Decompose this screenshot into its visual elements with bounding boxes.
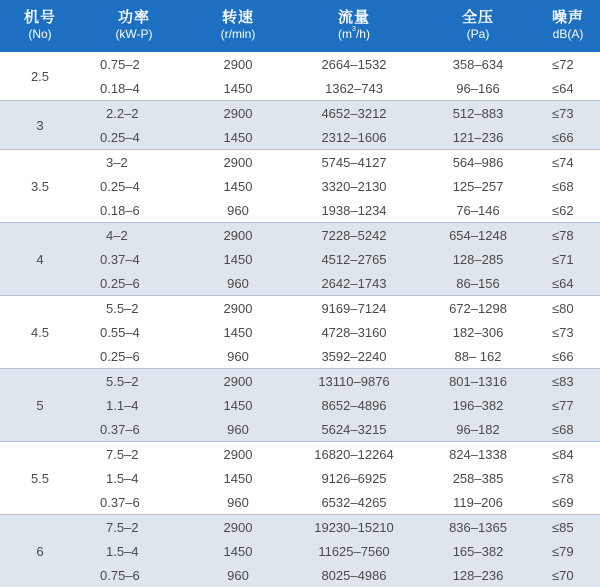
table-row bbox=[0, 515, 600, 540]
power-cell: 3–2 bbox=[80, 150, 188, 175]
power-cell: 0.25–6 bbox=[80, 271, 188, 296]
pressure-cell: 128–285 bbox=[420, 247, 536, 271]
model-cell: 4.5 bbox=[0, 296, 80, 369]
speed-cell: 1450 bbox=[188, 466, 288, 490]
table-row bbox=[0, 344, 600, 369]
pressure-cell: 96–182 bbox=[420, 417, 536, 442]
speed-cell: 2900 bbox=[188, 223, 288, 248]
pressure-cell: 672–1298 bbox=[420, 296, 536, 321]
speed-cell: 2900 bbox=[188, 101, 288, 126]
noise-cell: ≤66 bbox=[536, 125, 600, 150]
header-pressure-zh: 全压 bbox=[420, 9, 536, 26]
header-model bbox=[0, 0, 80, 52]
table-row bbox=[0, 198, 600, 223]
header-model-en: (No) bbox=[0, 26, 80, 43]
pressure-cell: 654–1248 bbox=[420, 223, 536, 248]
speed-cell: 2900 bbox=[188, 52, 288, 76]
model-cell: 4 bbox=[0, 223, 80, 296]
table-row bbox=[0, 247, 600, 271]
speed-cell: 960 bbox=[188, 271, 288, 296]
noise-cell: ≤77 bbox=[536, 393, 600, 417]
flow-cell: 3592–2240 bbox=[288, 344, 420, 369]
speed-cell: 1450 bbox=[188, 320, 288, 344]
pressure-cell: 512–883 bbox=[420, 101, 536, 126]
flow-cell: 11625–7560 bbox=[288, 539, 420, 563]
pressure-cell: 824–1338 bbox=[420, 442, 536, 467]
model-cell: 3 bbox=[0, 101, 80, 150]
flow-cell: 16820–12264 bbox=[288, 442, 420, 467]
noise-cell: ≤70 bbox=[536, 563, 600, 587]
power-cell: 0.75–6 bbox=[80, 563, 188, 587]
pressure-cell: 86–156 bbox=[420, 271, 536, 296]
noise-cell: ≤73 bbox=[536, 101, 600, 126]
flow-cell: 5745–4127 bbox=[288, 150, 420, 175]
speed-cell: 960 bbox=[188, 563, 288, 587]
speed-cell: 1450 bbox=[188, 247, 288, 271]
pressure-cell: 96–166 bbox=[420, 76, 536, 101]
noise-cell: ≤64 bbox=[536, 76, 600, 101]
speed-cell: 1450 bbox=[188, 174, 288, 198]
noise-cell: ≤66 bbox=[536, 344, 600, 369]
table-row bbox=[0, 442, 600, 467]
power-cell: 4–2 bbox=[80, 223, 188, 248]
speed-cell: 2900 bbox=[188, 296, 288, 321]
speed-cell: 1450 bbox=[188, 125, 288, 150]
power-cell: 0.18–4 bbox=[80, 76, 188, 101]
noise-cell: ≤69 bbox=[536, 490, 600, 515]
speed-cell: 1450 bbox=[188, 76, 288, 101]
header-row bbox=[0, 0, 600, 52]
pressure-cell: 258–385 bbox=[420, 466, 536, 490]
noise-cell: ≤80 bbox=[536, 296, 600, 321]
power-cell: 5.5–2 bbox=[80, 296, 188, 321]
table-row bbox=[0, 490, 600, 515]
noise-cell: ≤78 bbox=[536, 466, 600, 490]
power-cell: 7.5–2 bbox=[80, 442, 188, 467]
header-power-en: (kW-P) bbox=[80, 26, 188, 43]
power-cell: 1.5–4 bbox=[80, 539, 188, 563]
header-speed-en: (r/min) bbox=[188, 26, 288, 43]
power-cell: 1.1–4 bbox=[80, 393, 188, 417]
pressure-cell: 128–236 bbox=[420, 563, 536, 587]
header-flow-zh: 流量 bbox=[288, 9, 420, 26]
power-cell: 0.25–6 bbox=[80, 344, 188, 369]
power-cell: 0.37–6 bbox=[80, 417, 188, 442]
table-row bbox=[0, 125, 600, 150]
noise-cell: ≤64 bbox=[536, 271, 600, 296]
table-row bbox=[0, 76, 600, 101]
header-flow-en-pre: (m bbox=[338, 27, 352, 41]
flow-cell: 1938–1234 bbox=[288, 198, 420, 223]
table-row bbox=[0, 417, 600, 442]
power-cell: 0.75–2 bbox=[80, 52, 188, 76]
pressure-cell: 564–986 bbox=[420, 150, 536, 175]
table-row bbox=[0, 52, 600, 76]
power-cell: 0.18–6 bbox=[80, 198, 188, 223]
pressure-cell: 76–146 bbox=[420, 198, 536, 223]
pressure-cell: 121–236 bbox=[420, 125, 536, 150]
flow-cell: 9169–7124 bbox=[288, 296, 420, 321]
pressure-cell: 836–1365 bbox=[420, 515, 536, 540]
noise-cell: ≤83 bbox=[536, 369, 600, 394]
header-flow-en-post: /h) bbox=[356, 27, 370, 41]
table-row bbox=[0, 150, 600, 175]
header-flow bbox=[288, 0, 420, 52]
pressure-cell: 165–382 bbox=[420, 539, 536, 563]
flow-cell: 3320–2130 bbox=[288, 174, 420, 198]
table-row bbox=[0, 223, 600, 248]
power-cell: 7.5–2 bbox=[80, 515, 188, 540]
table-row bbox=[0, 466, 600, 490]
table-row bbox=[0, 271, 600, 296]
speed-cell: 960 bbox=[188, 198, 288, 223]
header-model-zh: 机号 bbox=[0, 9, 80, 26]
noise-cell: ≤62 bbox=[536, 198, 600, 223]
header-pressure-en: (Pa) bbox=[420, 26, 536, 43]
table-header bbox=[0, 0, 600, 52]
speed-cell: 960 bbox=[188, 344, 288, 369]
noise-cell: ≤84 bbox=[536, 442, 600, 467]
power-cell: 0.25–4 bbox=[80, 125, 188, 150]
flow-cell: 2642–1743 bbox=[288, 271, 420, 296]
speed-cell: 960 bbox=[188, 417, 288, 442]
flow-cell: 19230–15210 bbox=[288, 515, 420, 540]
speed-cell: 1450 bbox=[188, 393, 288, 417]
noise-cell: ≤79 bbox=[536, 539, 600, 563]
header-speed bbox=[188, 0, 288, 52]
flow-cell: 4652–3212 bbox=[288, 101, 420, 126]
pressure-cell: 182–306 bbox=[420, 320, 536, 344]
model-cell: 3.5 bbox=[0, 150, 80, 223]
noise-cell: ≤73 bbox=[536, 320, 600, 344]
table-row bbox=[0, 369, 600, 394]
power-cell: 0.37–6 bbox=[80, 490, 188, 515]
noise-cell: ≤74 bbox=[536, 150, 600, 175]
table-row bbox=[0, 101, 600, 126]
noise-cell: ≤72 bbox=[536, 52, 600, 76]
header-speed-zh: 转速 bbox=[188, 9, 288, 26]
flow-cell: 5624–3215 bbox=[288, 417, 420, 442]
model-cell: 5.5 bbox=[0, 442, 80, 515]
table-row bbox=[0, 539, 600, 563]
speed-cell: 2900 bbox=[188, 150, 288, 175]
pressure-cell: 358–634 bbox=[420, 52, 536, 76]
header-noise-en: dB(A) bbox=[536, 26, 600, 43]
flow-cell: 4512–2765 bbox=[288, 247, 420, 271]
flow-cell: 2664–1532 bbox=[288, 52, 420, 76]
noise-cell: ≤68 bbox=[536, 417, 600, 442]
table-row bbox=[0, 393, 600, 417]
pressure-cell: 196–382 bbox=[420, 393, 536, 417]
flow-cell: 1362–743 bbox=[288, 76, 420, 101]
table-body bbox=[0, 52, 600, 587]
table-row bbox=[0, 296, 600, 321]
speed-cell: 960 bbox=[188, 490, 288, 515]
power-cell: 0.55–4 bbox=[80, 320, 188, 344]
noise-cell: ≤71 bbox=[536, 247, 600, 271]
model-cell: 5 bbox=[0, 369, 80, 442]
table-row bbox=[0, 320, 600, 344]
header-noise bbox=[536, 0, 600, 52]
pressure-cell: 88– 162 bbox=[420, 344, 536, 369]
noise-cell: ≤78 bbox=[536, 223, 600, 248]
speed-cell: 2900 bbox=[188, 369, 288, 394]
header-power-zh: 功率 bbox=[80, 9, 188, 26]
speed-cell: 1450 bbox=[188, 539, 288, 563]
speed-cell: 2900 bbox=[188, 442, 288, 467]
flow-cell: 8025–4986 bbox=[288, 563, 420, 587]
header-power bbox=[80, 0, 188, 52]
noise-cell: ≤68 bbox=[536, 174, 600, 198]
power-cell: 0.25–4 bbox=[80, 174, 188, 198]
power-cell: 0.37–4 bbox=[80, 247, 188, 271]
flow-cell: 4728–3160 bbox=[288, 320, 420, 344]
power-cell: 2.2–2 bbox=[80, 101, 188, 126]
header-pressure bbox=[420, 0, 536, 52]
speed-cell: 2900 bbox=[188, 515, 288, 540]
power-cell: 5.5–2 bbox=[80, 369, 188, 394]
pressure-cell: 119–206 bbox=[420, 490, 536, 515]
flow-cell: 7228–5242 bbox=[288, 223, 420, 248]
model-cell: 6 bbox=[0, 515, 80, 587]
pressure-cell: 801–1316 bbox=[420, 369, 536, 394]
header-noise-zh: 噪声 bbox=[536, 9, 600, 26]
noise-cell: ≤85 bbox=[536, 515, 600, 540]
flow-cell: 6532–4265 bbox=[288, 490, 420, 515]
header-flow-en bbox=[288, 26, 420, 43]
flow-cell: 9126–6925 bbox=[288, 466, 420, 490]
model-cell: 2.5 bbox=[0, 52, 80, 101]
table-row bbox=[0, 174, 600, 198]
pressure-cell: 125–257 bbox=[420, 174, 536, 198]
flow-cell: 8652–4896 bbox=[288, 393, 420, 417]
power-cell: 1.5–4 bbox=[80, 466, 188, 490]
flow-cell: 13110–9876 bbox=[288, 369, 420, 394]
table-row bbox=[0, 563, 600, 587]
header-flow-en-sup: 3 bbox=[352, 26, 356, 33]
flow-cell: 2312–1606 bbox=[288, 125, 420, 150]
